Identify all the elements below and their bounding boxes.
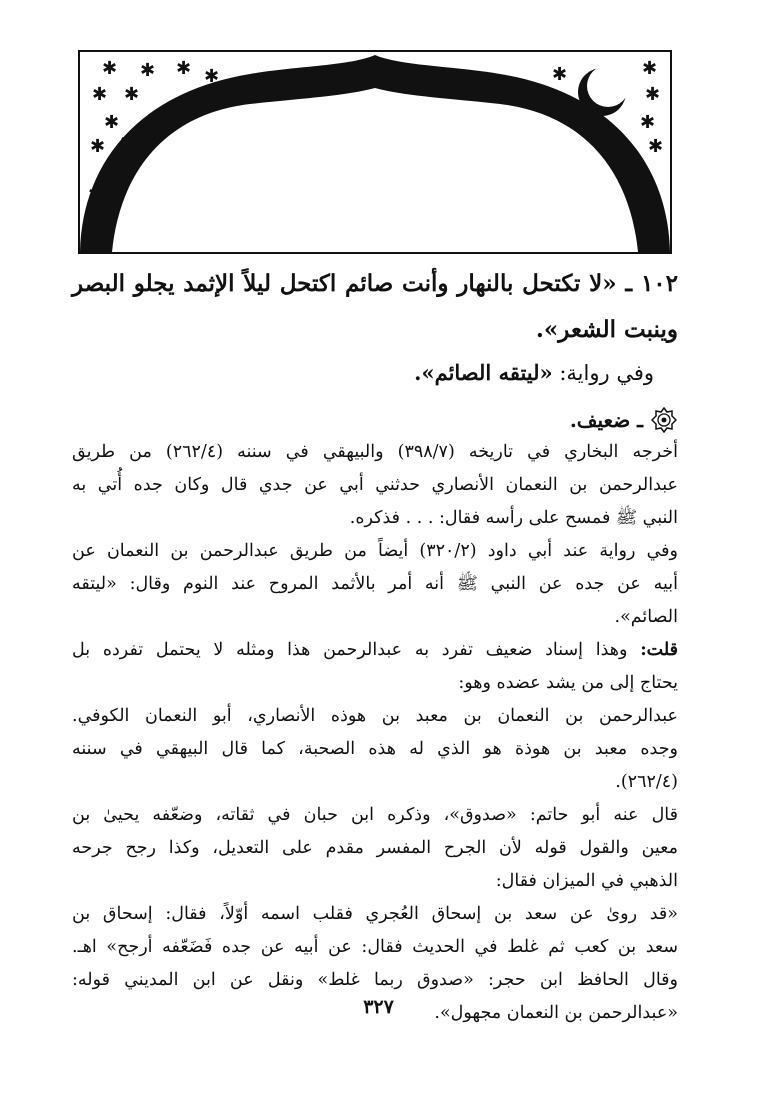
body-line-qult (72, 634, 678, 667)
svg-text:✱: ✱ (204, 66, 220, 87)
body-line: الصائم». (614, 607, 678, 627)
narration-line (414, 360, 654, 385)
body-line: يحتاج إلى من يشد عضده وهو: (458, 673, 678, 693)
svg-text:✱: ✱ (90, 136, 106, 157)
body-line: عبدالرحمن بن النعمان بن معبد بن هوذه الأنصاري، أبو النعمان الكوفي. (72, 706, 678, 726)
crescent-icon (578, 65, 629, 116)
body-line: معين والقول قوله لأن الجرح المفسر مقدم على التعديل، وكذا رجح جرحه (72, 838, 678, 858)
body-line: قال عنه أبو حاتم: «صدوق»، وذكره ابن حبان في ثقاته، وضعّفه يحيىٰ بن (72, 805, 678, 825)
page-number: ٣٢٧ (363, 996, 394, 1018)
qult-label: قلت: (640, 640, 678, 660)
body-line: أخرجه البخاري في تاريخه (٣٩٨/٧) والبيهقي في سننه (٢٦٢/٤) من طريق (72, 442, 678, 462)
grade-row (570, 404, 677, 436)
svg-text:✱: ✱ (648, 136, 664, 157)
rosette-icon (651, 407, 677, 433)
body-line: سعد بن كعب ثم غلط في الحديث فقال: عن أبيه عن جده فَضَعّفه أرجح» اهـ. (72, 937, 678, 957)
narration-prefix: وفي رواية: (559, 361, 654, 385)
svg-text:✱: ✱ (640, 112, 656, 133)
svg-text:✱: ✱ (104, 112, 120, 133)
commentary-body (72, 436, 678, 1030)
qult-text: وهذا إسناد ضعيف تفرد به عبدالرحمن هذا ومثله لا يحتمل تفرده بل (72, 640, 628, 660)
svg-text:✱: ✱ (92, 84, 108, 105)
svg-text:✱: ✱ (585, 114, 601, 135)
body-line: الذهبي في الميزان فقال: (495, 871, 678, 891)
svg-text:✱: ✱ (140, 60, 156, 81)
svg-text:✱: ✱ (120, 132, 136, 153)
body-line: «عبدالرحمن بن النعمان مجهول». (434, 1003, 678, 1023)
arch-ornament-icon (80, 52, 670, 252)
body-line: وقال الحافظ ابن حجر: «صدوق ربما غلط» ونقل عن ابن المديني قوله: (72, 970, 678, 990)
body-line: النبي ﷺ فمسح على رأسه فقال: . . . فذكره. (349, 508, 678, 528)
hadith-heading-line-1: ١٠٢ ـ «لا تكتحل بالنهار وأنت صائم اكتحل ليلاً الإثمد يجلو البصر (72, 270, 678, 297)
narration-quote: «ليتقه الصائم». (414, 360, 553, 385)
svg-text:✱: ✱ (102, 58, 118, 79)
body-line: وفي رواية عند أبي داود (٣٢٠/٢) أيضاً من طريق عبدالرحمن بن النعمان عن (72, 541, 678, 561)
grade-text: ـ ضعيف. (569, 408, 643, 432)
header-ornament (78, 50, 672, 254)
svg-text:✱: ✱ (645, 84, 661, 105)
body-line: وجده معبد بن هوذة هو الذي له هذه الصحبة، كما قال البيهقي في سننه (72, 739, 678, 759)
svg-text:✱: ✱ (642, 58, 658, 79)
svg-text:✱: ✱ (156, 104, 172, 125)
svg-text:✱: ✱ (552, 64, 568, 85)
body-line: (٢٦٢/٤). (615, 772, 678, 792)
svg-text:✱: ✱ (176, 58, 192, 79)
body-line: أبيه عن جده عن النبي ﷺ أنه أمر بالأثمد المروح عند النوم وقال: «ليتقه (72, 574, 678, 594)
svg-text:✱: ✱ (124, 84, 140, 105)
body-line: «قد روىٰ عن سعد بن إسحاق العُجري فقلب اسمه أوّلاً، فقال: إسحاق بن (72, 904, 678, 924)
hadith-heading-line-2: وينبت الشعر». (535, 316, 678, 343)
body-line: عبدالرحمن بن النعمان الأنصاري حدثني أبي عن جدي قال وكان جده أُتي به (72, 475, 678, 495)
svg-text:✱: ✱ (88, 184, 104, 205)
